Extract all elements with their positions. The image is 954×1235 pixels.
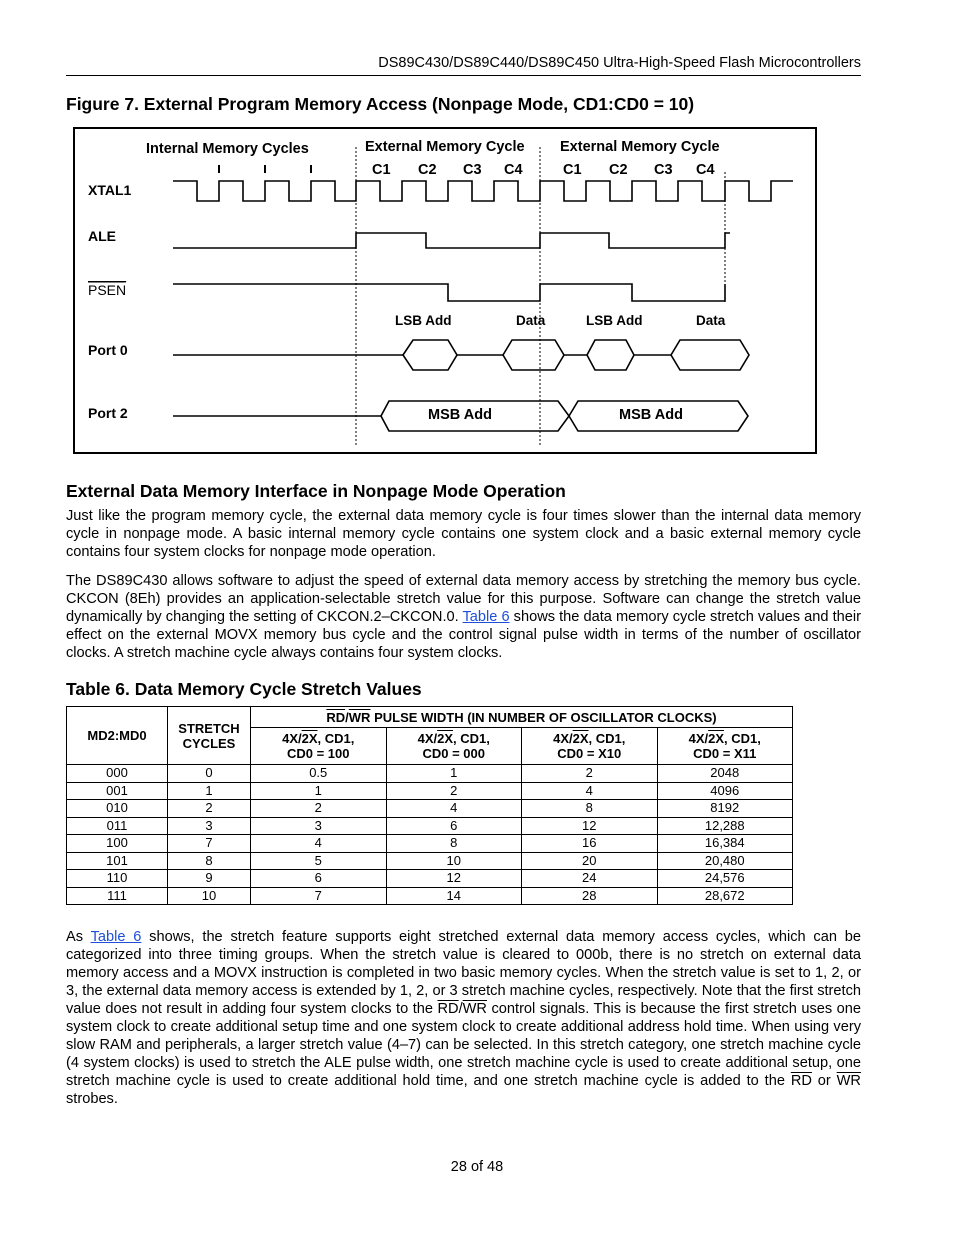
table-cell: 3 — [251, 817, 387, 835]
signal-xtal1: XTAL1 — [88, 182, 132, 198]
table-cell: 2 — [522, 765, 658, 783]
paragraph-1: Just like the program memory cycle, the external data memory cycle is four times slower than the internal data memory cycle in nonpage mode. A basic internal memory cycle contains one system clock and a basic external memory cycle contains four system clocks for nonpage mode operation. — [66, 508, 861, 560]
table-cell: 16 — [522, 835, 658, 853]
table-cell: 24,576 — [657, 870, 793, 888]
table-cell: 14 — [386, 887, 522, 905]
table-cell: 20,480 — [657, 852, 793, 870]
col-cd0-100: 4X/2X, CD1, CD0 = 100 — [251, 728, 387, 765]
table6-link-2[interactable]: Table 6 — [90, 929, 142, 945]
signal-port0: Port 0 — [88, 342, 128, 358]
table-cell: 4096 — [657, 782, 793, 800]
table-cell: 2048 — [657, 765, 793, 783]
table-cell: 28 — [522, 887, 658, 905]
table-cell: 8 — [168, 852, 251, 870]
stretch-values-table — [66, 706, 793, 905]
table-cell: 10 — [168, 887, 251, 905]
table-cell: 4 — [386, 800, 522, 818]
rd-text: $\overline{RD}$ — [326, 709, 346, 725]
internal-cycles-label: Internal Memory Cycles — [146, 141, 309, 157]
paragraph-2 — [66, 572, 861, 662]
header-title: DS89C430/DS89C440/DS89C450 Ultra-High-Speed Flash Microcontrollers — [378, 55, 861, 71]
port0-label: Data — [696, 313, 726, 328]
port0-label: LSB Add — [586, 313, 643, 328]
paragraph-2-text-a: The DS89C430 allows software to adjust the speed of external data memory access by stretching the memory bus cycle. CKCON (8Eh) provides an application-selectable stretch value for this purpose. Software can change the stretch value dynamically by changing the setting of CKCON.2–CKCON.0. — [66, 573, 861, 625]
table-cell: 7 — [168, 835, 251, 853]
port2-label: MSB Add — [428, 407, 492, 423]
c-label: C4 — [504, 162, 523, 178]
signal-psen: PSEN — [88, 282, 127, 298]
pulse-width-text: PULSE WIDTH (IN NUMBER OF OSCILLATOR CLOCKS) — [370, 709, 717, 725]
table-row — [67, 835, 793, 853]
xtal1-waveform — [173, 181, 793, 201]
table-cell: 20 — [522, 852, 658, 870]
table-cell: 100 — [67, 835, 168, 853]
slash-text: / — [345, 709, 349, 725]
table-cell: 2 — [386, 782, 522, 800]
port0-label: LSB Add — [395, 313, 452, 328]
wr-text: $\overline{WR}$ — [348, 709, 371, 725]
table-cell: 4 — [522, 782, 658, 800]
table-cell: 010 — [67, 800, 168, 818]
page-header — [66, 55, 861, 76]
table-row — [67, 887, 793, 905]
table-cell: 0 — [168, 765, 251, 783]
table-cell: 1 — [168, 782, 251, 800]
table-title: Table 6. Data Memory Cycle Stretch Values — [66, 679, 422, 699]
table-cell: 12 — [386, 870, 522, 888]
table-cell: 8 — [522, 800, 658, 818]
table-row — [67, 765, 793, 783]
table-cell: 8 — [386, 835, 522, 853]
table-cell: 110 — [67, 870, 168, 888]
c-label: C2 — [609, 162, 628, 178]
paragraph-2-text-b: shows the data memory cycle stretch values and their effect on the external MOVX memory bus cycle and the control signal pulse width in terms of the number of oscillator clocks. A stretch machine cycle always contains four system clocks. — [66, 609, 861, 661]
table-cell: 12 — [522, 817, 658, 835]
table-cell: 6 — [386, 817, 522, 835]
psen-waveform — [173, 284, 725, 301]
table-cell: 3 — [168, 817, 251, 835]
c-label: C3 — [654, 162, 673, 178]
table-cell: 001 — [67, 782, 168, 800]
c-label: C1 — [563, 162, 582, 178]
table-cell: 5 — [251, 852, 387, 870]
table-cell: 16,384 — [657, 835, 793, 853]
c-label: C3 — [463, 162, 482, 178]
ale-waveform — [173, 233, 730, 248]
table-cell: 000 — [67, 765, 168, 783]
col-cd0-x11: 4X/2X, CD1, CD0 = X11 — [657, 728, 793, 765]
col-stretch: STRETCH CYCLES — [168, 707, 251, 765]
c-label: C2 — [418, 162, 437, 178]
table6-link[interactable]: Table 6 — [462, 609, 510, 625]
table-cell: 9 — [168, 870, 251, 888]
table-cell: 111 — [67, 887, 168, 905]
timing-diagram — [73, 127, 818, 455]
page-number: 28 of 48 — [450, 1159, 504, 1175]
signal-port2: Port 2 — [88, 405, 128, 421]
external-cycle-label-1: External Memory Cycle — [365, 139, 525, 155]
table-row — [67, 870, 793, 888]
cycle-ticks — [219, 165, 311, 173]
col-cd0-x10: 4X/2X, CD1, CD0 = X10 — [522, 728, 658, 765]
port0-waveform — [173, 340, 749, 370]
table-cell: 10 — [386, 852, 522, 870]
table-row — [67, 782, 793, 800]
table-cell: 24 — [522, 870, 658, 888]
table-cell: 12,288 — [657, 817, 793, 835]
external-cycle-label-2: External Memory Cycle — [560, 139, 720, 155]
table-cell: 28,672 — [657, 887, 793, 905]
c-label: C4 — [696, 162, 715, 178]
table-cell: 2 — [251, 800, 387, 818]
section-heading: External Data Memory Interface in Nonpage Mode Operation — [66, 481, 566, 501]
table-cell: 8192 — [657, 800, 793, 818]
table-cell: 2 — [168, 800, 251, 818]
table-row — [67, 800, 793, 818]
table-cell: 1 — [386, 765, 522, 783]
signal-ale: ALE — [88, 228, 116, 244]
table-cell: 4 — [251, 835, 387, 853]
port0-label: Data — [516, 313, 546, 328]
col-md: MD2:MD0 — [67, 707, 168, 765]
c-label: C1 — [372, 162, 391, 178]
paragraph-3: As Table 6 shows, the stretch feature supports eight stretched external data memory access cycles, which can be categorized into three timing groups. When the stretch value is cleared to 000b, there is no stretch on external data memory access and a MOVX instruction is completed in two basic memory cycles. When the stretch value is set to 1, 2, or 3, the external data memory access is extended by 1, 2, or 3 stretch machine cycles, respectively. Note that the first stretch value does not result in adding four system clocks to the $\overline{RD}/\overline{WR}$ control signals. This is because the first stretch uses one system clock to create additional setup time and one system clock to create additional address hold time. When using very slow RAM and peripherals, a larger stretch value (4–7) can be selected. In this stretch category, one stretch machine cycle (4 system clocks) is used to stretch the ALE pulse width, one stretch machine cycle is used to create additional setup, one stretch machine cycle is used to create additional hold time, and one stretch machine cycle is added to the $\overline{RD}$ or $\overline{WR}$ strobes. — [66, 929, 861, 1107]
table-cell: 011 — [67, 817, 168, 835]
col-pulse-width-group — [251, 707, 793, 728]
table-cell: 1 — [251, 782, 387, 800]
figure-title: Figure 7. External Program Memory Access (Nonpage Mode, CD1:CD0 = 10) — [66, 94, 695, 114]
table-row — [67, 852, 793, 870]
port2-label: MSB Add — [619, 407, 683, 423]
table-cell: 0.5 — [251, 765, 387, 783]
table-cell: 6 — [251, 870, 387, 888]
table-row — [67, 817, 793, 835]
table-cell: 7 — [251, 887, 387, 905]
table-cell: 101 — [67, 852, 168, 870]
col-cd0-000: 4X/2X, CD1, CD0 = 000 — [386, 728, 522, 765]
